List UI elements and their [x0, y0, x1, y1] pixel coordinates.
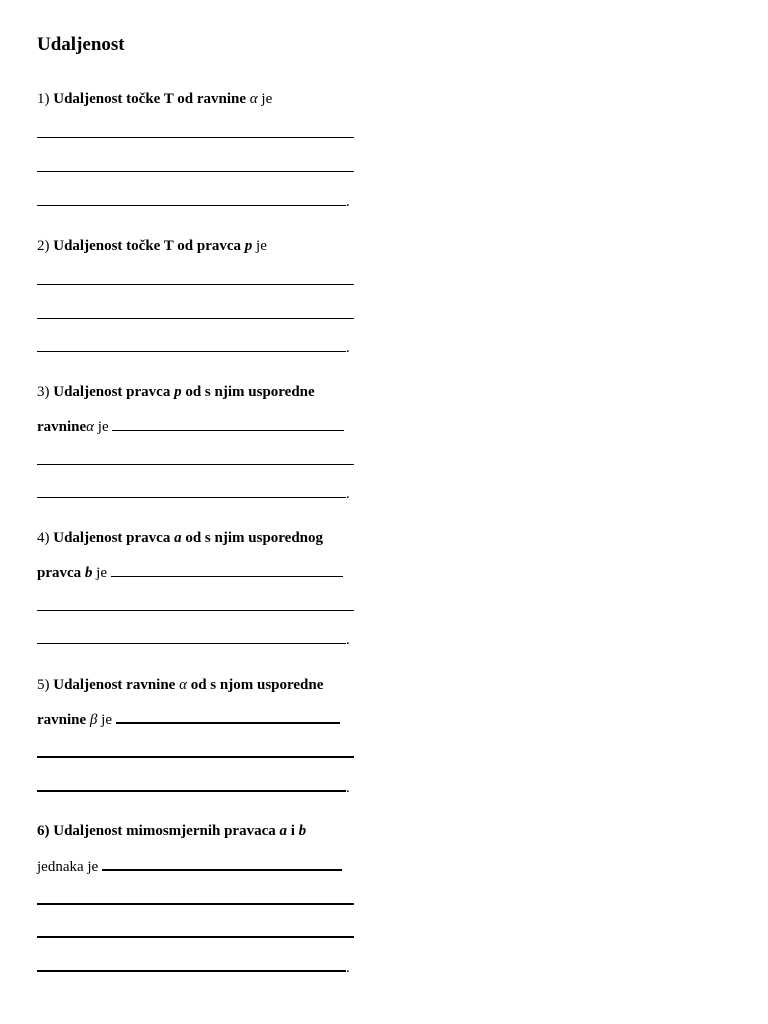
- question-3-line-2: [37, 416, 344, 437]
- answer-line-3a[interactable]: [37, 450, 354, 471]
- symbol-a: a: [174, 530, 182, 546]
- symbol-alpha: α: [86, 419, 95, 435]
- question-6: [37, 821, 306, 841]
- question-tail: je: [252, 238, 267, 254]
- question-number: 2): [37, 238, 54, 254]
- period: .: [346, 780, 350, 796]
- question-text-3: ravnine: [37, 712, 90, 728]
- page-title: Udaljenost: [37, 34, 125, 55]
- answer-line-6b[interactable]: [37, 922, 354, 944]
- question-text-3: ravnine: [37, 419, 87, 435]
- answer-line-3b[interactable]: [37, 483, 350, 504]
- symbol-a: a: [279, 823, 287, 839]
- answer-line-2a[interactable]: [37, 270, 354, 291]
- answer-line-4a[interactable]: [37, 596, 354, 617]
- symbol-alpha: α: [249, 91, 258, 107]
- question-text-3: pravca: [37, 565, 85, 581]
- answer-line-5b[interactable]: [37, 776, 350, 798]
- question-4: [37, 528, 323, 548]
- question-text: Udaljenost pravca: [53, 384, 175, 400]
- question-text: Udaljenost pravca: [53, 530, 175, 546]
- period: .: [346, 194, 350, 210]
- question-text-2: jednaka je: [37, 859, 102, 875]
- answer-line-6a[interactable]: [37, 889, 354, 911]
- answer-line-1a[interactable]: [37, 123, 354, 144]
- question-text-2: od s njim usporednog: [181, 530, 324, 546]
- question-text: Udaljenost točke T od pravca: [53, 238, 245, 254]
- question-number: 4): [37, 530, 54, 546]
- question-text-mid: i: [286, 823, 299, 839]
- question-5: [37, 675, 323, 695]
- question-number: 6): [37, 823, 54, 839]
- symbol-p: p: [244, 238, 253, 254]
- question-1: [37, 89, 272, 109]
- answer-inline-3[interactable]: [112, 416, 344, 431]
- question-5-line-2: [37, 708, 340, 730]
- question-text: Udaljenost ravnine: [53, 677, 180, 693]
- question-6-line-2: [37, 855, 342, 877]
- question-3: [37, 382, 315, 402]
- question-2: [37, 236, 267, 256]
- question-text: Udaljenost točke T od ravnine: [53, 91, 250, 107]
- question-text: Udaljenost mimosmjernih pravaca: [53, 823, 280, 839]
- question-4-line-2: [37, 562, 343, 583]
- period: .: [346, 632, 350, 648]
- symbol-b: b: [298, 823, 307, 839]
- answer-inline-6[interactable]: [102, 855, 342, 871]
- answer-line-2c[interactable]: [37, 337, 350, 358]
- answer-line-6c[interactable]: [37, 956, 350, 978]
- answer-line-4b[interactable]: [37, 629, 350, 650]
- answer-inline-5[interactable]: [116, 708, 340, 724]
- period: .: [346, 486, 350, 502]
- question-tail: je: [97, 712, 116, 728]
- question-tail: je: [94, 419, 113, 435]
- answer-line-1b[interactable]: [37, 157, 354, 178]
- answer-line-5a[interactable]: [37, 742, 354, 764]
- period: .: [346, 960, 350, 976]
- symbol-beta: β: [89, 712, 98, 728]
- question-text-2: od s njom usporedne: [186, 677, 324, 693]
- question-tail: je: [92, 565, 111, 581]
- question-number: 3): [37, 384, 54, 400]
- question-tail: je: [257, 91, 273, 107]
- symbol-alpha: α: [179, 677, 187, 693]
- symbol-b: b: [84, 565, 93, 581]
- symbol-p: p: [174, 384, 182, 400]
- answer-inline-4[interactable]: [111, 562, 343, 577]
- answer-line-2b[interactable]: [37, 304, 354, 325]
- period: .: [346, 340, 350, 356]
- question-number: 1): [37, 91, 54, 107]
- answer-line-1c[interactable]: [37, 191, 350, 212]
- question-number: 5): [37, 677, 54, 693]
- question-text-2: od s njim usporedne: [181, 384, 315, 400]
